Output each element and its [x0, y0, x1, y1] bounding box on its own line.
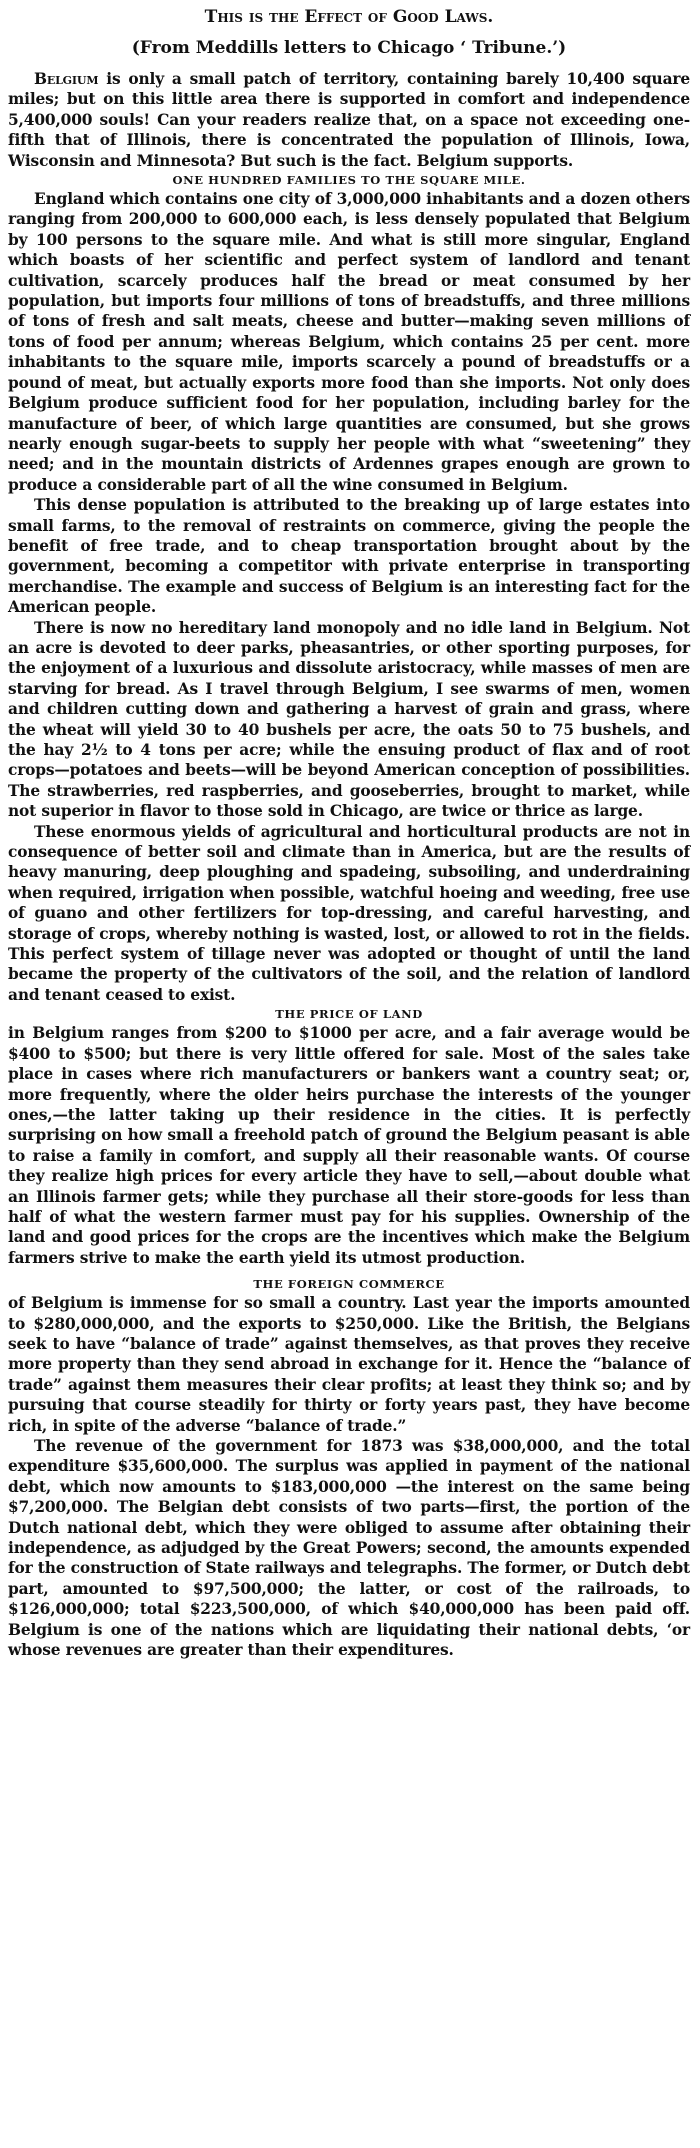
paragraph-5: These enormous yields of agricultural and horticultural products are not in consequence of better soil and climate than in America, but are the results of heavy manuring, deep ploughing and spadeing, subsoiling, and underdraining when required, irrigation when possible, watchful hoeing and weeding, free use of guano and other fertilizers for top-dressing, and careful harvesting, and storage of crops, whereby nothing is wasted, lost, or allowed to rot in the fields. This perfect system of tillage never was adopted or thought of until the land became the property of the cultivators of the soil, and the relation of landlord and tenant ceased to exist.	[8, 822, 690, 1004]
subheading-foreign-commerce: THE FOREIGN COMMERCE	[253, 1277, 445, 1292]
paragraph-1	[8, 69, 690, 171]
paragraph-7: of Belgium is immense for so small a country. Last year the imports amounted to $280,000,000, and the exports to $250,000. Like the British, the Belgians seek to have “balance of trade” against themselves, as that proves they receive more property than they send abroad in exchange for it. Hence the “balance of trade” against them measures their clear profits; at least they think so; and by pursuing that course steadily for thirty or forty years past, they have become rich, in spite of the adverse “balance of trade.”	[8, 1294, 690, 1435]
paragraph-1-text: is only a small patch of territory, containing barely 10,400 square miles; but on this little area there is supported in comfort and independence 5,400,000 souls! Can your readers realize that, on a space not exceeding one-fifth that of Illinois, there is concentrated the population of Illinois, Iowa, Wisconsin and Minnesota? But such is the fact. Belgium supports.	[8, 70, 690, 170]
subheading-families: ONE HUNDRED FAMILIES TO THE SQUARE MILE.	[172, 173, 526, 188]
lead-word: Belgium	[34, 70, 99, 88]
paragraph-2: England which contains one city of 3,000,000 inhabitants and a dozen others ranging from 200,000 to 600,000 each, is less densely populated that Belgium by 100 persons to the square mile. And what is still more singular, England which boasts of her scientific and perfect system of landlord and tenant cultivation, scarcely produces half the bread or meat consumed by her population, but imports four millions of tons of breadstuffs, and three millions of tons of fresh and salt meats, cheese and butter—making seven millions of tons of food per annum; whereas Belgium, which contains 25 per cent. more inhabitants to the square mile, imports scarcely a pound of breadstuffs or a pound of meat, but actually exports more food than she imports. Not only does Belgium produce sufficient food for her population, including barley for the manufacture of beer, of which large quantities are consumed, but she grows nearly enough sugar-beets to supply her people with what “sweetening” they need; and in the mountain districts of Ardennes grapes enough are grown to produce a considerable part of all the wine consumed in Belgium.	[8, 190, 690, 494]
subheading-price-of-land: THE PRICE OF LAND	[275, 1007, 423, 1022]
paragraph-4: There is now no hereditary land monopoly and no idle land in Belgium. Not an acre is devoted to deer parks, pheasantries, or other sporting purposes, for the enjoyment of a luxurious and dissolute aristocracy, while masses of men are starving for bread. As I travel through Belgium, I see swarms of men, women and children cutting down and gathering a harvest of grain and grass, where the wheat will yield 30 to 40 bushels per acre, the oats 50 to 75 bushels, and the hay 2½ to 4 tons per acre; while the ensuing product of flax and of root crops—potatoes and beets—will be beyond American conception of possibilities. The strawberries, red raspberries, and gooseberries, brought to market, while not superior in flavor to those sold in Chicago, are twice or thrice as large.	[8, 618, 690, 821]
article-source-line: (From Meddills letters to Chicago ‘ Tribune.’)	[131, 38, 567, 58]
article-title: This is the Effect of Good Laws.	[204, 7, 494, 27]
paragraph-3: This dense population is attributed to the breaking up of large estates into small farms, to the removal of restraints on commerce, giving the people the benefit of free trade, and to cheap transportation brought about by the government, becoming a competitor with private enterprise in transporting merchandise. The example and success of Belgium is an interesting fact for the American people.	[8, 496, 690, 617]
paragraph-8: The revenue of the government for 1873 was $38,000,000, and the total expenditure $35,600,000. The surplus was applied in payment of the national debt, which now amounts to $183,000,000 —the interest on the same being $7,200,000. The Belgian debt consists of two parts—first, the portion of the Dutch national debt, which they were obliged to assume after obtaining their independence, as adjudged by the Great Powers; second, the amounts expended for the construction of State railways and telegraphs. The former, or Dutch debt part, amounted to $97,500,000; the latter, or cost of the railroads, to $126,000,000; total $223,500,000, of which $40,000,000 has been paid off. Belgium is one of the nations which are liquidating their national debts, ‘or whose revenues are greater than their expenditures.	[8, 1437, 690, 1660]
paragraph-6: in Belgium ranges from $200 to $1000 per acre, and a fair average would be $400 to $500; but there is very little offered for sale. Most of the sales take place in cases where rich manufacturers or bankers want a country seat; or, more frequently, where the older heirs purchase the interests of the younger ones,—the latter taking up their residence in the cities. It is perfectly surprising on how small a freehold patch of ground the Belgium peasant is able to raise a family in comfort, and supply all their reasonable wants. Of course they realize high prices for every article they have to sell,—about double what an Illinois farmer gets; while they purchase all their store-goods for less than half of what the western farmer must pay for his supplies. Ownership of the land and good prices for the crops are the incentives which make the Belgium farmers strive to make the earth yield its utmost production.	[8, 1024, 690, 1267]
